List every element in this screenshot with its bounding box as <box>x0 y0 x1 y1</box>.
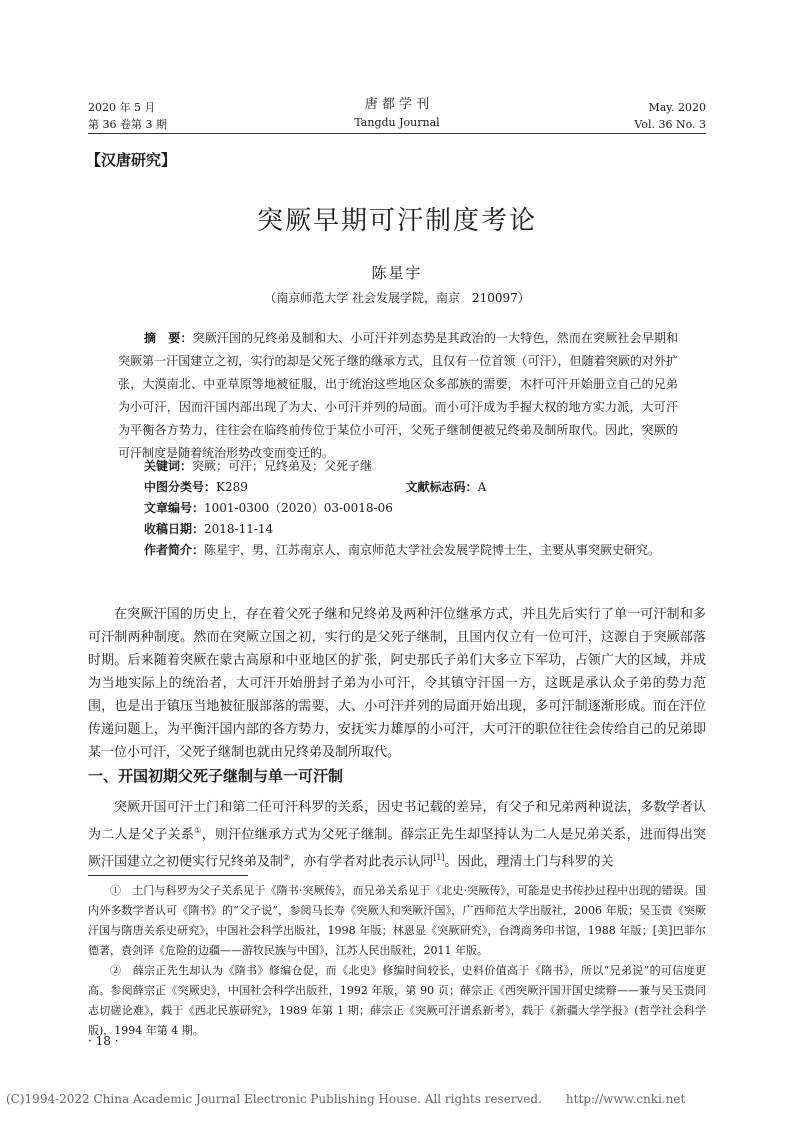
keywords-label: 关键词： <box>144 459 193 473</box>
abstract <box>118 327 678 465</box>
abstract-label: 摘 要： <box>144 331 193 345</box>
section1-paragraph <box>88 796 706 874</box>
article-number-row <box>144 498 678 519</box>
journal-name-cn: 唐 都 学 刊 <box>364 97 430 112</box>
footnote-marker-2[interactable]: ② <box>283 853 291 863</box>
author-bio-value: 陈星宇，男，江苏南京人，南京师范大学社会发展学院博士生，主要从事突厥史研究。 <box>204 543 661 557</box>
section-tag: 【汉唐研究】 <box>86 151 177 169</box>
author-name: 陈星宇 <box>371 264 423 282</box>
footnote-1: ① 土门与科罗为父子关系见于《隋书·突厥传》，而兄弟关系见于《北史·突厥传》，可能是史书传抄过程中出现的错误。国内外多数学者认可《隋书》的“父子说”，参阅马长寿《突厥人和突厥汗国》，广西师范大学出版社，2006 年版；吴玉贵《突厥汗国与隋唐关系史研究》，中国社会科学出版社，1998 年版；林恩显《突厥研究》，台湾商务印书馆，1988 年版；[美]巴菲尔德著，袁剑译《危险的边疆——游牧民族与中国》，江苏人民出版社，2011 年版。 <box>88 884 706 957</box>
header-rule <box>88 133 706 134</box>
footnote-rule <box>88 875 248 876</box>
header-volume-en: Vol. 36 No. 3 <box>634 118 706 131</box>
received-date-value: 2018-11-14 <box>204 522 274 536</box>
header-left <box>88 101 167 132</box>
author-bio-label: 作者简介： <box>144 543 205 557</box>
page-number: · 18 · <box>88 1034 119 1048</box>
body-section-1 <box>88 796 706 874</box>
footnote-marker-1[interactable]: ① <box>194 826 202 835</box>
journal-name-en: Tangdu Journal <box>354 116 440 129</box>
classification-row <box>144 477 678 498</box>
copyright-footer: (C)1994-2022 China Academic Journal Electronic Publishing House. All rights reserved. http://www.cnki.net <box>6 1092 686 1106</box>
header-right <box>634 101 706 132</box>
para2-part-a: 突厥开国可汗土门和第二任可汗科罗的关系，因史书记载的差异，有父子和兄弟两种说法，多数学者认为二人是父子关系 <box>88 800 706 843</box>
article-meta <box>144 456 678 561</box>
article-number-value: 1001-0300（2020）03-0018-06 <box>204 501 393 515</box>
keywords-row <box>144 456 678 477</box>
received-date-row <box>144 519 678 540</box>
header-center <box>290 98 504 130</box>
article-title: 突厥早期可汗制度考论 <box>256 206 537 236</box>
footnote-2: ② 薛宗正先生却认为《隋书》修编仓促，而《北史》修编时间较长，史料价值高于《隋书》，所以“兄弟说”的可信度更高。参阅薛宗正《突厥史》，中国社会科学出版社，1992 年版，第 90 页；薛宗正《西突厥汗国开国史续辩——兼与吴玉贵同志切磋论难》，载于《西北民族研究》，1989 年第 1 期；薛宗正《突厥可汗谱系新考》，载于《新疆大学学报》(哲学社会科学版)，1994 年第 4 期。 <box>88 964 706 1037</box>
reference-marker-1[interactable]: [1] <box>433 853 445 863</box>
para2-part-d: 。因此，理清土门与科罗的关 <box>444 854 614 870</box>
header-volume: 第 36 卷第 3 期 <box>88 118 167 131</box>
author-bio-row <box>144 540 678 561</box>
article-number-label: 文章编号： <box>144 501 205 515</box>
para2-part-c: ，亦有学者对此表示认同 <box>290 854 434 870</box>
header-date-en: May. 2020 <box>648 101 706 114</box>
doc-code-value: A <box>477 480 487 494</box>
abstract-text: 突厥汗国的兄终弟及制和大、小可汗并列态势是其政治的一大特色，然而在突厥社会早期和突厥第一汗国建立之初，实行的却是父死子继的继承方式，且仅有一位首领（可汗），但随着突厥的对外扩张，大漠南北、中亚草原等地被征服，出于统治这些地区众多部族的需要，木杆可汗开始册立自己的兄弟为小可汗，因而汗国内部出现了为大、小可汗并列的局面。而小可汗成为手握大权的地方实力派，大可汗为平衡各方势力，往往会在临终前传位于某位小可汗，父死子继制便被兄终弟及制所取代。因此，突厥的可汗制度是随着统治形势改变而变迁的。 <box>118 331 678 460</box>
keywords-value: 突厥；可汗；兄终弟及；父死子继 <box>192 459 373 473</box>
para2-part-b: ，则汗位继承方式为父死子继制。薛宗正先生却坚持认为二人是兄弟关系，进而得出突厥汗国建立之初便实行兄终弟及制 <box>88 827 706 870</box>
body-section-intro <box>88 603 706 764</box>
section-heading-1: 一、开国初期父死子继制与单一可汗制 <box>88 767 344 785</box>
header-date: 2020 年 5 月 <box>88 101 156 114</box>
received-date-label: 收稿日期： <box>144 522 205 536</box>
clc-label: 中图分类号： <box>144 480 217 494</box>
author-affiliation: （南京师范大学 社会发展学院，南京 210097） <box>264 291 530 305</box>
intro-paragraph: 在突厥汗国的历史上，存在着父死子继和兄终弟及两种汗位继承方式，并且先后实行了单一可汗制和多可汗制两种制度。然而在突厥立国之初，实行的是父死子继制，且国内仅立有一位可汗，这源自于突厥部落时期。后来随着突厥在蒙古高原和中亚地区的扩张，阿史那氏子弟们大多立下军功，占领广大的区域，并成为当地实际上的统治者，大可汗开始册封子弟为小可汗，令其镇守汗国一方，这既是承认众子弟的势力范围，也是出于镇压当地被征服部落的需要，大、小可汗并列的局面开始出现，多可汗制逐渐形成。而在汗位传递问题上，为平衡汗国内部的各方势力，安抚实力雄厚的小可汗，大可汗的职位往往会传给自己的兄弟即某一位小可汗，父死子继制也就由兄终弟及制所取代。 <box>88 607 706 760</box>
clc-value: K289 <box>216 480 248 494</box>
doc-code-label: 文献标志码： <box>405 480 478 494</box>
footnotes <box>88 881 706 1041</box>
